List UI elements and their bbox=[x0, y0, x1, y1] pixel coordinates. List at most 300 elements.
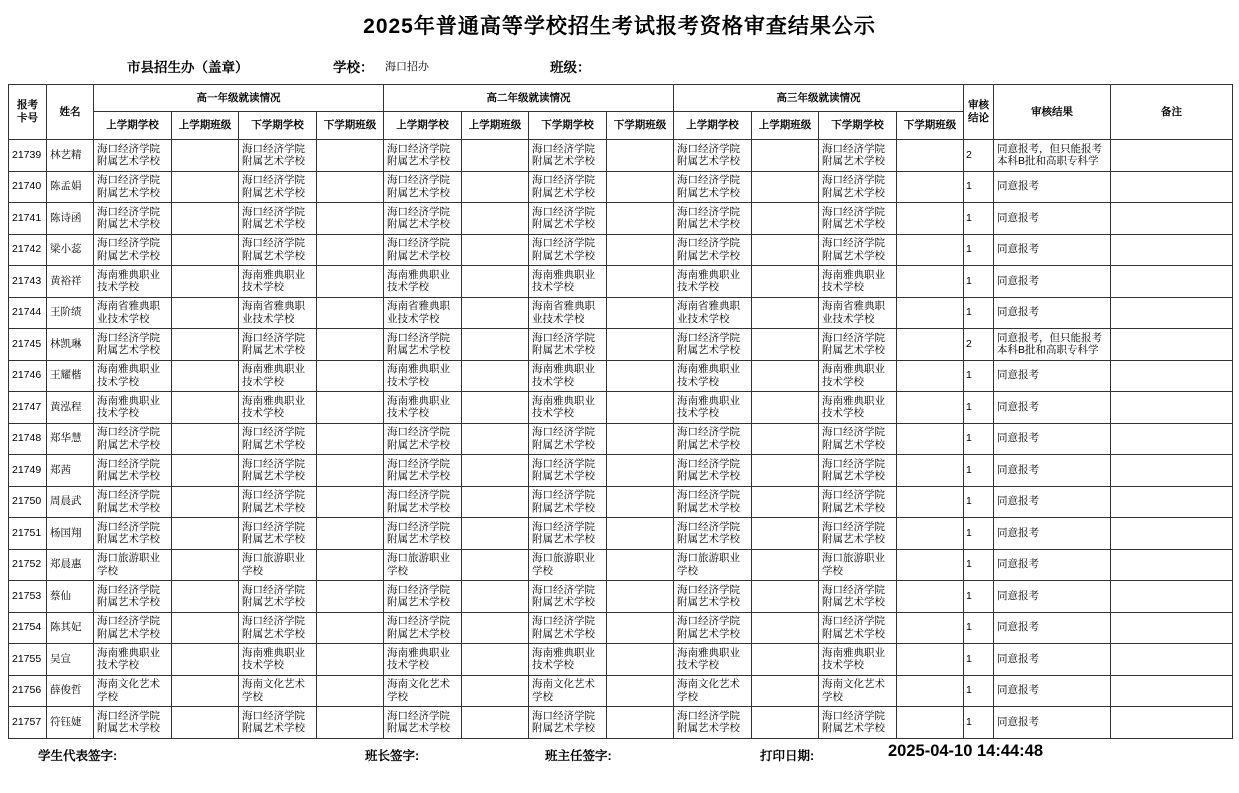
subheader-sem2-school: 下学期学校 bbox=[529, 112, 607, 140]
print-date-value: 2025-04-10 14:44:48 bbox=[888, 742, 1044, 760]
cell-g3-sem1-class bbox=[752, 455, 819, 487]
cell-g2-sem2-school: 海口经济学院附属艺术学校 bbox=[529, 518, 607, 550]
cell-g1-sem1-school: 海南雅典职业技术学校 bbox=[94, 644, 172, 676]
cell-g2-sem2-class bbox=[607, 171, 674, 203]
cell-g3-sem2-school: 海口经济学院附属艺术学校 bbox=[819, 203, 897, 235]
cell-conclusion: 1 bbox=[964, 171, 994, 203]
cell-g2-sem1-class bbox=[462, 549, 529, 581]
cell-g1-sem1-class bbox=[172, 455, 239, 487]
cell-g2-sem2-school: 海南雅典职业技术学校 bbox=[529, 266, 607, 298]
cell-g1-sem1-school: 海口经济学院附属艺术学校 bbox=[94, 581, 172, 613]
cell-g1-sem1-class bbox=[172, 644, 239, 676]
cell-g2-sem1-school: 海口经济学院附属艺术学校 bbox=[384, 423, 462, 455]
table-row bbox=[9, 392, 1233, 424]
cell-g1-sem2-school: 海南雅典职业技术学校 bbox=[239, 644, 317, 676]
cell-g2-sem2-class bbox=[607, 392, 674, 424]
cell-g3-sem2-school: 海南文化艺术学校 bbox=[819, 675, 897, 707]
cell-g3-sem2-class bbox=[897, 266, 964, 298]
meta-row bbox=[0, 56, 1239, 76]
cell-remark bbox=[1111, 549, 1233, 581]
cell-g2-sem2-class bbox=[607, 581, 674, 613]
cell-name: 梁小蕊 bbox=[47, 234, 94, 266]
cell-g1-sem1-school: 海南省雅典职业技术学校 bbox=[94, 297, 172, 329]
cell-name: 周晨武 bbox=[47, 486, 94, 518]
cell-result: 同意报考 bbox=[994, 549, 1111, 581]
cell-g1-sem1-class bbox=[172, 297, 239, 329]
footer bbox=[0, 742, 1239, 766]
cell-name: 吴宣 bbox=[47, 644, 94, 676]
cell-g1-sem2-class bbox=[317, 203, 384, 235]
cell-g2-sem1-school: 海口经济学院附属艺术学校 bbox=[384, 234, 462, 266]
cell-g2-sem1-class bbox=[462, 360, 529, 392]
cell-g1-sem1-school: 海口经济学院附属艺术学校 bbox=[94, 203, 172, 235]
cell-g1-sem1-school: 海南雅典职业技术学校 bbox=[94, 360, 172, 392]
cell-g3-sem1-school: 海口经济学院附属艺术学校 bbox=[674, 171, 752, 203]
cell-name: 杨国翔 bbox=[47, 518, 94, 550]
cell-result: 同意报考 bbox=[994, 644, 1111, 676]
cell-g1-sem2-school: 海口经济学院附属艺术学校 bbox=[239, 329, 317, 361]
cell-g1-sem2-school: 海口经济学院附属艺术学校 bbox=[239, 171, 317, 203]
cell-g3-sem1-class bbox=[752, 392, 819, 424]
cell-g1-sem1-class bbox=[172, 423, 239, 455]
cell-name: 符钰婕 bbox=[47, 707, 94, 739]
cell-g2-sem2-class bbox=[607, 203, 674, 235]
cell-card-no: 21750 bbox=[9, 486, 47, 518]
table-row bbox=[9, 171, 1233, 203]
cell-g2-sem2-school: 海南省雅典职业技术学校 bbox=[529, 297, 607, 329]
subheader-sem2-class: 下学期班级 bbox=[607, 112, 674, 140]
cell-g2-sem2-school: 海口经济学院附属艺术学校 bbox=[529, 707, 607, 739]
cell-g3-sem2-school: 海口经济学院附属艺术学校 bbox=[819, 612, 897, 644]
cell-g2-sem1-school: 海口经济学院附属艺术学校 bbox=[384, 581, 462, 613]
cell-g3-sem1-school: 海口经济学院附属艺术学校 bbox=[674, 423, 752, 455]
cell-g1-sem1-class bbox=[172, 612, 239, 644]
cell-g3-sem1-school: 海口经济学院附属艺术学校 bbox=[674, 234, 752, 266]
table-row bbox=[9, 266, 1233, 298]
subheader-sem2-class: 下学期班级 bbox=[317, 112, 384, 140]
cell-g1-sem2-class bbox=[317, 360, 384, 392]
cell-g1-sem2-class bbox=[317, 707, 384, 739]
cell-g2-sem1-class bbox=[462, 581, 529, 613]
cell-g3-sem1-school: 海南雅典职业技术学校 bbox=[674, 266, 752, 298]
cell-g2-sem2-class bbox=[607, 675, 674, 707]
cell-g1-sem1-school: 海口经济学院附属艺术学校 bbox=[94, 234, 172, 266]
cell-g1-sem2-class bbox=[317, 612, 384, 644]
cell-g2-sem2-school: 海口旅游职业学校 bbox=[529, 549, 607, 581]
cell-g1-sem2-school: 海口经济学院附属艺术学校 bbox=[239, 581, 317, 613]
cell-g3-sem1-class bbox=[752, 518, 819, 550]
cell-result: 同意报考 bbox=[994, 234, 1111, 266]
print-date-label: 打印日期: bbox=[760, 749, 815, 763]
header-grade1: 高一年级就读情况 bbox=[94, 85, 384, 112]
cell-g3-sem1-school: 海口旅游职业学校 bbox=[674, 549, 752, 581]
cell-g2-sem1-school: 海口经济学院附属艺术学校 bbox=[384, 203, 462, 235]
cell-g3-sem2-class bbox=[897, 518, 964, 550]
cell-conclusion: 1 bbox=[964, 360, 994, 392]
cell-g3-sem2-school: 海口经济学院附属艺术学校 bbox=[819, 486, 897, 518]
header-remark: 备注 bbox=[1111, 85, 1233, 140]
cell-g2-sem2-class bbox=[607, 329, 674, 361]
cell-result: 同意报考 bbox=[994, 518, 1111, 550]
cell-remark bbox=[1111, 297, 1233, 329]
cell-g2-sem1-class bbox=[462, 518, 529, 550]
cell-g1-sem2-class bbox=[317, 266, 384, 298]
cell-g3-sem2-school: 海口经济学院附属艺术学校 bbox=[819, 234, 897, 266]
cell-card-no: 21752 bbox=[9, 549, 47, 581]
cell-g3-sem1-class bbox=[752, 549, 819, 581]
header-grade3: 高三年级就读情况 bbox=[674, 85, 964, 112]
cell-g3-sem2-class bbox=[897, 644, 964, 676]
cell-g3-sem2-class bbox=[897, 140, 964, 172]
cell-g2-sem1-school: 海南雅典职业技术学校 bbox=[384, 360, 462, 392]
cell-remark bbox=[1111, 360, 1233, 392]
cell-g1-sem2-class bbox=[317, 486, 384, 518]
cell-name: 薛俊哲 bbox=[47, 675, 94, 707]
cell-name: 林艺精 bbox=[47, 140, 94, 172]
cell-g3-sem2-class bbox=[897, 234, 964, 266]
cell-g1-sem1-class bbox=[172, 360, 239, 392]
cell-g2-sem2-class bbox=[607, 707, 674, 739]
cell-name: 黄裕祥 bbox=[47, 266, 94, 298]
cell-name: 郑华慧 bbox=[47, 423, 94, 455]
cell-g2-sem2-school: 海口经济学院附属艺术学校 bbox=[529, 486, 607, 518]
cell-conclusion: 1 bbox=[964, 707, 994, 739]
cell-result: 同意报考 bbox=[994, 297, 1111, 329]
cell-g2-sem2-class bbox=[607, 297, 674, 329]
cell-g2-sem2-class bbox=[607, 266, 674, 298]
cell-g1-sem2-school: 海南省雅典职业技术学校 bbox=[239, 297, 317, 329]
cell-card-no: 21748 bbox=[9, 423, 47, 455]
cell-g2-sem1-class bbox=[462, 423, 529, 455]
cell-g2-sem1-school: 海口经济学院附属艺术学校 bbox=[384, 329, 462, 361]
cell-g2-sem2-school: 海口经济学院附属艺术学校 bbox=[529, 581, 607, 613]
cell-remark bbox=[1111, 612, 1233, 644]
cell-g3-sem2-school: 海口经济学院附属艺术学校 bbox=[819, 581, 897, 613]
cell-g3-sem1-class bbox=[752, 203, 819, 235]
cell-g3-sem2-school: 海南雅典职业技术学校 bbox=[819, 392, 897, 424]
table-row bbox=[9, 329, 1233, 361]
table-row bbox=[9, 581, 1233, 613]
cell-card-no: 21755 bbox=[9, 644, 47, 676]
cell-g2-sem2-school: 海南雅典职业技术学校 bbox=[529, 360, 607, 392]
cell-conclusion: 1 bbox=[964, 266, 994, 298]
cell-g2-sem2-class bbox=[607, 140, 674, 172]
cell-g2-sem1-school: 海南文化艺术学校 bbox=[384, 675, 462, 707]
table-header bbox=[9, 85, 1233, 140]
cell-conclusion: 1 bbox=[964, 234, 994, 266]
cell-g3-sem2-school: 海口经济学院附属艺术学校 bbox=[819, 455, 897, 487]
cell-g1-sem2-class bbox=[317, 455, 384, 487]
cell-g2-sem2-class bbox=[607, 549, 674, 581]
cell-card-no: 21739 bbox=[9, 140, 47, 172]
cell-g2-sem1-school: 海口经济学院附属艺术学校 bbox=[384, 707, 462, 739]
cell-g1-sem1-class bbox=[172, 171, 239, 203]
cell-name: 陈孟娟 bbox=[47, 171, 94, 203]
cell-g3-sem2-class bbox=[897, 297, 964, 329]
cell-g1-sem2-school: 海口经济学院附属艺术学校 bbox=[239, 423, 317, 455]
subheader-sem1-school: 上学期学校 bbox=[384, 112, 462, 140]
cell-remark bbox=[1111, 486, 1233, 518]
cell-g3-sem1-class bbox=[752, 234, 819, 266]
cell-g3-sem1-school: 海口经济学院附属艺术学校 bbox=[674, 612, 752, 644]
subheader-sem1-class: 上学期班级 bbox=[752, 112, 819, 140]
cell-result: 同意报考 bbox=[994, 675, 1111, 707]
subheader-sem1-school: 上学期学校 bbox=[94, 112, 172, 140]
cell-g2-sem1-class bbox=[462, 392, 529, 424]
cell-g3-sem1-school: 海口经济学院附属艺术学校 bbox=[674, 518, 752, 550]
cell-g1-sem2-class bbox=[317, 234, 384, 266]
cell-result: 同意报考 bbox=[994, 707, 1111, 739]
cell-g3-sem1-class bbox=[752, 675, 819, 707]
header-name: 姓名 bbox=[47, 85, 94, 140]
cell-g2-sem2-class bbox=[607, 644, 674, 676]
cell-card-no: 21747 bbox=[9, 392, 47, 424]
cell-conclusion: 1 bbox=[964, 581, 994, 613]
cell-g3-sem2-school: 海南雅典职业技术学校 bbox=[819, 360, 897, 392]
page-title: 2025年普通高等学校招生考试报考资格审查结果公示 bbox=[363, 15, 876, 38]
cell-name: 王耀楷 bbox=[47, 360, 94, 392]
header-result: 审核结果 bbox=[994, 85, 1111, 140]
cell-g3-sem1-class bbox=[752, 266, 819, 298]
cell-g3-sem2-class bbox=[897, 329, 964, 361]
cell-g3-sem2-class bbox=[897, 486, 964, 518]
cell-g2-sem2-school: 海口经济学院附属艺术学校 bbox=[529, 234, 607, 266]
cell-remark bbox=[1111, 392, 1233, 424]
cell-name: 林凯琳 bbox=[47, 329, 94, 361]
cell-remark bbox=[1111, 171, 1233, 203]
cell-g1-sem1-school: 海口经济学院附属艺术学校 bbox=[94, 612, 172, 644]
cell-g2-sem1-school: 海南雅典职业技术学校 bbox=[384, 266, 462, 298]
cell-g3-sem1-school: 海南雅典职业技术学校 bbox=[674, 644, 752, 676]
cell-g2-sem1-school: 海口经济学院附属艺术学校 bbox=[384, 486, 462, 518]
cell-result: 同意报考，但只能报考本科B批和高职专科学 bbox=[994, 329, 1111, 361]
cell-remark bbox=[1111, 423, 1233, 455]
cell-g1-sem1-class bbox=[172, 486, 239, 518]
cell-name: 陈其妃 bbox=[47, 612, 94, 644]
cell-g2-sem1-school: 海口经济学院附属艺术学校 bbox=[384, 518, 462, 550]
cell-g1-sem1-class bbox=[172, 266, 239, 298]
cell-g2-sem1-class bbox=[462, 675, 529, 707]
cell-g1-sem2-school: 海口经济学院附属艺术学校 bbox=[239, 518, 317, 550]
subheader-sem1-school: 上学期学校 bbox=[674, 112, 752, 140]
cell-g2-sem1-school: 海口经济学院附属艺术学校 bbox=[384, 171, 462, 203]
cell-g2-sem2-school: 海口经济学院附属艺术学校 bbox=[529, 423, 607, 455]
cell-g3-sem1-class bbox=[752, 329, 819, 361]
cell-g3-sem2-class bbox=[897, 675, 964, 707]
cell-g3-sem1-school: 海口经济学院附属艺术学校 bbox=[674, 329, 752, 361]
cell-g2-sem2-class bbox=[607, 612, 674, 644]
cell-card-no: 21743 bbox=[9, 266, 47, 298]
school-value: 海口招办 bbox=[385, 61, 429, 73]
cell-g2-sem1-school: 海南雅典职业技术学校 bbox=[384, 392, 462, 424]
cell-result: 同意报考 bbox=[994, 360, 1111, 392]
cell-conclusion: 1 bbox=[964, 392, 994, 424]
cell-g1-sem1-class bbox=[172, 549, 239, 581]
cell-card-no: 21753 bbox=[9, 581, 47, 613]
cell-g2-sem1-class bbox=[462, 707, 529, 739]
cell-g1-sem1-class bbox=[172, 392, 239, 424]
header-conclusion: 审核结论 bbox=[964, 85, 994, 140]
cell-g2-sem2-school: 海口经济学院附属艺术学校 bbox=[529, 612, 607, 644]
cell-result: 同意报考 bbox=[994, 423, 1111, 455]
cell-name: 黄泓程 bbox=[47, 392, 94, 424]
cell-card-no: 21740 bbox=[9, 171, 47, 203]
table-row bbox=[9, 612, 1233, 644]
cell-g2-sem2-school: 海口经济学院附属艺术学校 bbox=[529, 455, 607, 487]
cell-g2-sem1-school: 海口经济学院附属艺术学校 bbox=[384, 455, 462, 487]
cell-remark bbox=[1111, 266, 1233, 298]
cell-g1-sem2-school: 海口旅游职业学校 bbox=[239, 549, 317, 581]
cell-result: 同意报考 bbox=[994, 203, 1111, 235]
cell-g3-sem1-school: 海口经济学院附属艺术学校 bbox=[674, 140, 752, 172]
table-row bbox=[9, 234, 1233, 266]
cell-g3-sem1-school: 海口经济学院附属艺术学校 bbox=[674, 707, 752, 739]
cell-g1-sem2-class bbox=[317, 644, 384, 676]
cell-g3-sem1-class bbox=[752, 423, 819, 455]
cell-remark bbox=[1111, 707, 1233, 739]
cell-g3-sem1-school: 海口经济学院附属艺术学校 bbox=[674, 486, 752, 518]
cell-g1-sem2-class bbox=[317, 549, 384, 581]
subheader-sem2-school: 下学期学校 bbox=[239, 112, 317, 140]
cell-g1-sem2-school: 海口经济学院附属艺术学校 bbox=[239, 612, 317, 644]
cell-result: 同意报考 bbox=[994, 486, 1111, 518]
office-stamp-label: 市县招生办（盖章） bbox=[127, 60, 249, 75]
table-row bbox=[9, 203, 1233, 235]
cell-g3-sem1-class bbox=[752, 140, 819, 172]
cell-g3-sem2-class bbox=[897, 203, 964, 235]
cell-g1-sem1-school: 海口经济学院附属艺术学校 bbox=[94, 518, 172, 550]
cell-g1-sem2-school: 海口经济学院附属艺术学校 bbox=[239, 140, 317, 172]
cell-g3-sem1-school: 海口经济学院附属艺术学校 bbox=[674, 455, 752, 487]
cell-conclusion: 1 bbox=[964, 297, 994, 329]
cell-g1-sem2-school: 海口经济学院附属艺术学校 bbox=[239, 203, 317, 235]
student-sign-label: 学生代表签字: bbox=[38, 749, 118, 763]
cell-g2-sem1-class bbox=[462, 140, 529, 172]
cell-g3-sem1-class bbox=[752, 171, 819, 203]
cell-result: 同意报考 bbox=[994, 266, 1111, 298]
cell-g3-sem2-school: 海口经济学院附属艺术学校 bbox=[819, 329, 897, 361]
cell-conclusion: 1 bbox=[964, 549, 994, 581]
table-row bbox=[9, 297, 1233, 329]
cell-g3-sem2-class bbox=[897, 707, 964, 739]
cell-card-no: 21741 bbox=[9, 203, 47, 235]
cell-result: 同意报考，但只能报考本科B批和高职专科学 bbox=[994, 140, 1111, 172]
cell-g3-sem1-class bbox=[752, 581, 819, 613]
cell-g1-sem1-class bbox=[172, 581, 239, 613]
cell-g3-sem1-school: 海口经济学院附属艺术学校 bbox=[674, 203, 752, 235]
cell-g1-sem2-school: 海南文化艺术学校 bbox=[239, 675, 317, 707]
school-label: 学校： bbox=[333, 60, 374, 75]
cell-name: 王阶绩 bbox=[47, 297, 94, 329]
cell-remark bbox=[1111, 455, 1233, 487]
cell-g3-sem2-school: 海口旅游职业学校 bbox=[819, 549, 897, 581]
cell-g2-sem1-school: 海口经济学院附属艺术学校 bbox=[384, 612, 462, 644]
cell-g1-sem2-school: 海口经济学院附属艺术学校 bbox=[239, 707, 317, 739]
review-result-table bbox=[8, 84, 1233, 739]
table-row bbox=[9, 360, 1233, 392]
table-row bbox=[9, 644, 1233, 676]
cell-g2-sem1-class bbox=[462, 612, 529, 644]
cell-g1-sem2-school: 海南雅典职业技术学校 bbox=[239, 266, 317, 298]
cell-g1-sem1-school: 海口经济学院附属艺术学校 bbox=[94, 423, 172, 455]
cell-remark bbox=[1111, 140, 1233, 172]
cell-g3-sem2-class bbox=[897, 549, 964, 581]
cell-remark bbox=[1111, 675, 1233, 707]
subheader-sem2-school: 下学期学校 bbox=[819, 112, 897, 140]
cell-g2-sem1-class bbox=[462, 266, 529, 298]
cell-g1-sem2-class bbox=[317, 171, 384, 203]
cell-g3-sem2-school: 海口经济学院附属艺术学校 bbox=[819, 423, 897, 455]
cell-g1-sem1-school: 海南文化艺术学校 bbox=[94, 675, 172, 707]
table-row bbox=[9, 140, 1233, 172]
cell-g3-sem1-class bbox=[752, 707, 819, 739]
cell-g1-sem1-class bbox=[172, 675, 239, 707]
cell-remark bbox=[1111, 644, 1233, 676]
table-row bbox=[9, 675, 1233, 707]
table-row bbox=[9, 486, 1233, 518]
cell-g2-sem2-school: 海南雅典职业技术学校 bbox=[529, 644, 607, 676]
cell-g2-sem1-class bbox=[462, 455, 529, 487]
cell-g2-sem1-class bbox=[462, 329, 529, 361]
cell-remark bbox=[1111, 518, 1233, 550]
cell-g3-sem2-school: 海南省雅典职业技术学校 bbox=[819, 297, 897, 329]
cell-g1-sem2-class bbox=[317, 297, 384, 329]
cell-conclusion: 1 bbox=[964, 486, 994, 518]
cell-g1-sem2-school: 海南雅典职业技术学校 bbox=[239, 360, 317, 392]
table-row bbox=[9, 423, 1233, 455]
cell-g1-sem1-school: 海口经济学院附属艺术学校 bbox=[94, 707, 172, 739]
cell-g2-sem2-class bbox=[607, 234, 674, 266]
cell-g3-sem2-school: 海南雅典职业技术学校 bbox=[819, 266, 897, 298]
cell-g3-sem1-class bbox=[752, 644, 819, 676]
cell-name: 蔡仙 bbox=[47, 581, 94, 613]
cell-remark bbox=[1111, 203, 1233, 235]
cell-g1-sem1-class bbox=[172, 140, 239, 172]
table-row bbox=[9, 549, 1233, 581]
cell-g3-sem2-class bbox=[897, 612, 964, 644]
cell-g2-sem2-school: 海口经济学院附属艺术学校 bbox=[529, 140, 607, 172]
cell-result: 同意报考 bbox=[994, 581, 1111, 613]
cell-result: 同意报考 bbox=[994, 612, 1111, 644]
cell-card-no: 21745 bbox=[9, 329, 47, 361]
class-label: 班级： bbox=[550, 60, 591, 75]
cell-g2-sem2-class bbox=[607, 518, 674, 550]
cell-g2-sem2-school: 海南文化艺术学校 bbox=[529, 675, 607, 707]
cell-conclusion: 1 bbox=[964, 423, 994, 455]
cell-result: 同意报考 bbox=[994, 392, 1111, 424]
cell-g1-sem1-class bbox=[172, 203, 239, 235]
cell-g2-sem1-class bbox=[462, 486, 529, 518]
table-row bbox=[9, 455, 1233, 487]
cell-g1-sem2-school: 海口经济学院附属艺术学校 bbox=[239, 234, 317, 266]
cell-g2-sem1-class bbox=[462, 234, 529, 266]
header-grade2: 高二年级就读情况 bbox=[384, 85, 674, 112]
cell-remark bbox=[1111, 234, 1233, 266]
cell-g2-sem2-school: 海口经济学院附属艺术学校 bbox=[529, 329, 607, 361]
cell-g3-sem2-class bbox=[897, 455, 964, 487]
cell-g1-sem2-school: 海口经济学院附属艺术学校 bbox=[239, 455, 317, 487]
cell-g1-sem2-class bbox=[317, 675, 384, 707]
cell-conclusion: 1 bbox=[964, 612, 994, 644]
cell-g2-sem1-class bbox=[462, 644, 529, 676]
cell-g2-sem1-school: 海南雅典职业技术学校 bbox=[384, 644, 462, 676]
cell-g1-sem1-class bbox=[172, 707, 239, 739]
cell-g3-sem2-school: 海口经济学院附属艺术学校 bbox=[819, 707, 897, 739]
cell-g3-sem1-class bbox=[752, 612, 819, 644]
cell-conclusion: 1 bbox=[964, 203, 994, 235]
cell-g1-sem2-school: 海南雅典职业技术学校 bbox=[239, 392, 317, 424]
cell-g1-sem2-class bbox=[317, 392, 384, 424]
